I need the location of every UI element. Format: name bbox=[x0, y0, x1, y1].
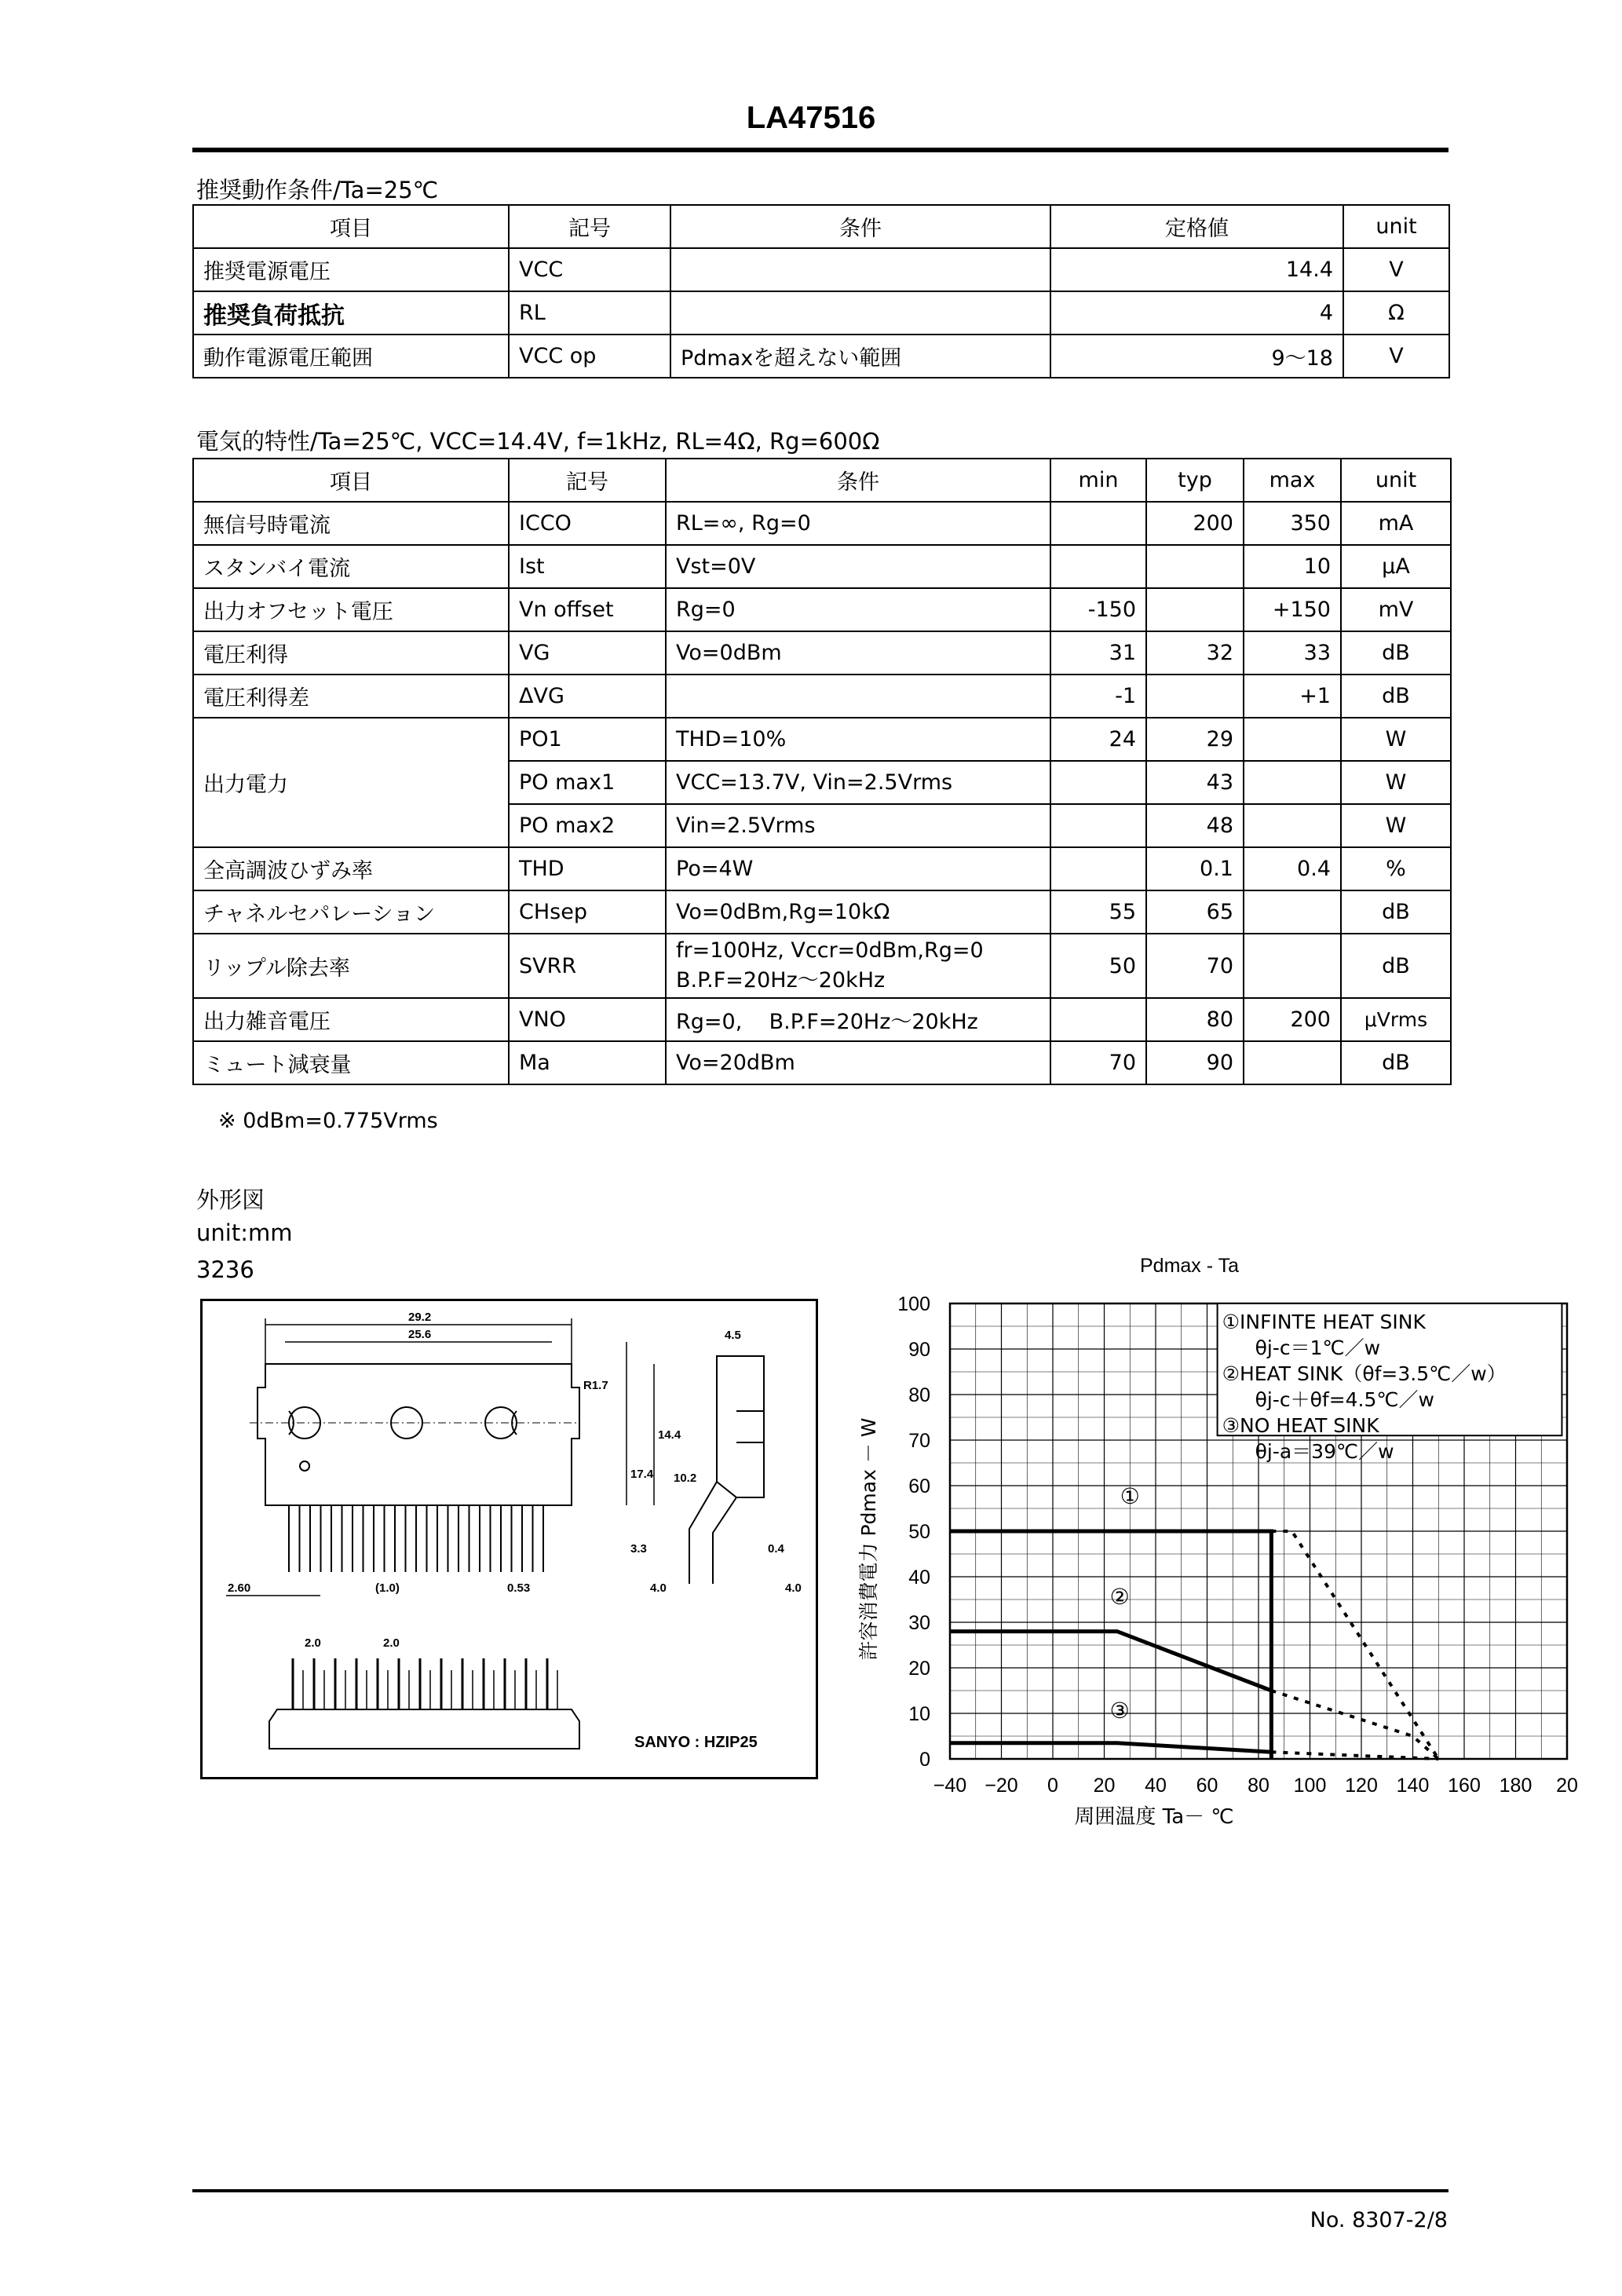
package-label: SANYO : HZIP25 bbox=[634, 1734, 758, 1751]
symbol-cell: Vn offset bbox=[509, 588, 666, 631]
cond-cell: THD=10% bbox=[666, 718, 1050, 761]
side-view bbox=[689, 1356, 764, 1584]
item-cell: ミュート減衰量 bbox=[193, 1041, 509, 1084]
symbol-cell: PO max1 bbox=[509, 761, 666, 804]
y-tick-label: 100 bbox=[897, 1293, 930, 1315]
dim-0-4: 0.4 bbox=[768, 1542, 784, 1556]
curve-marker: ② bbox=[1109, 1583, 1130, 1610]
header-cell: unit bbox=[1343, 205, 1449, 248]
x-tick-label: −40 bbox=[933, 1775, 967, 1797]
dim-2-0a: 2.0 bbox=[305, 1636, 321, 1650]
table-row bbox=[193, 675, 1451, 718]
electrical-heading: 電気的特性/Ta=25℃, VCC=14.4V, f=1kHz, RL=4Ω, Rg=600Ω bbox=[196, 428, 880, 455]
min-cell bbox=[1050, 804, 1146, 847]
typ-cell bbox=[1146, 588, 1244, 631]
item-cell: 電圧利得差 bbox=[193, 675, 509, 718]
recommended-table bbox=[192, 204, 1450, 378]
item-cell: 動作電源電圧範囲 bbox=[193, 335, 509, 378]
unit-cell: dB bbox=[1341, 1041, 1451, 1084]
y-tick-label: 20 bbox=[908, 1658, 930, 1680]
cond-cell bbox=[666, 934, 1050, 998]
x-tick-label: 20 bbox=[1093, 1775, 1116, 1797]
min-cell: -1 bbox=[1050, 675, 1146, 718]
item-cell: リップル除去率 bbox=[193, 934, 509, 998]
series-line bbox=[950, 1743, 1271, 1753]
dim-4-0b: 4.0 bbox=[785, 1581, 802, 1595]
unit-cell: W bbox=[1341, 761, 1451, 804]
header-cell: typ bbox=[1146, 459, 1244, 502]
y-tick-label: 40 bbox=[908, 1567, 930, 1589]
x-tick-label: 80 bbox=[1248, 1775, 1269, 1797]
legend-entry: θj-c＝1℃／w bbox=[1255, 1336, 1381, 1359]
unit-cell: mA bbox=[1341, 502, 1451, 545]
typ-cell: 48 bbox=[1146, 804, 1244, 847]
page-number: No. 8307-2/8 bbox=[1310, 2208, 1448, 2232]
cond-line-2: B.P.F=20Hz～20kHz bbox=[676, 968, 886, 993]
symbol-cell: ΔVG bbox=[509, 675, 666, 718]
unit-cell: μVrms bbox=[1341, 998, 1451, 1041]
dim-1-0: (1.0) bbox=[375, 1581, 400, 1595]
y-tick-label: 80 bbox=[908, 1384, 930, 1406]
cond-line-1: fr=100Hz, Vccr=0dBm,Rg=0 bbox=[676, 938, 984, 963]
item-cell: 推奨負荷抵抗 bbox=[193, 291, 509, 335]
item-cell: 無信号時電流 bbox=[193, 502, 509, 545]
table-header-row bbox=[193, 459, 1451, 502]
max-cell: 350 bbox=[1244, 502, 1341, 545]
series-line bbox=[1271, 1752, 1438, 1759]
item-cell: チャネルセパレーション bbox=[193, 890, 509, 934]
max-cell bbox=[1244, 934, 1341, 998]
cond-cell: RL=∞, Rg=0 bbox=[666, 502, 1050, 545]
cond-cell: VCC=13.7V, Vin=2.5Vrms bbox=[666, 761, 1050, 804]
cond-cell bbox=[666, 675, 1050, 718]
table-row bbox=[193, 631, 1451, 675]
typ-cell: 200 bbox=[1146, 502, 1244, 545]
unit-cell: mV bbox=[1341, 588, 1451, 631]
symbol-cell: PO max2 bbox=[509, 804, 666, 847]
symbol-cell: VNO bbox=[509, 998, 666, 1041]
item-cell: 電圧利得 bbox=[193, 631, 509, 675]
symbol-cell: THD bbox=[509, 847, 666, 890]
table-row bbox=[193, 934, 1451, 998]
typ-cell: 70 bbox=[1146, 934, 1244, 998]
y-tick-label: 10 bbox=[908, 1703, 930, 1725]
dim-17-4: 17.4 bbox=[630, 1468, 654, 1481]
table-row bbox=[193, 847, 1451, 890]
item-cell: 全高調波ひずみ率 bbox=[193, 847, 509, 890]
symbol-cell: RL bbox=[509, 291, 670, 335]
typ-cell: 80 bbox=[1146, 998, 1244, 1041]
symbol-cell: Ist bbox=[509, 545, 666, 588]
min-cell bbox=[1050, 761, 1146, 804]
value-cell: 9～18 bbox=[1050, 335, 1343, 378]
pdmax-ta-chart bbox=[824, 1249, 1586, 1845]
pins bbox=[289, 1505, 543, 1572]
unit-cell: dB bbox=[1341, 890, 1451, 934]
footnote: ※ 0dBm=0.775Vrms bbox=[218, 1109, 438, 1133]
item-cell: 出力雑音電圧 bbox=[193, 998, 509, 1041]
x-tick-label: 140 bbox=[1396, 1775, 1430, 1797]
dimension-lines bbox=[226, 1318, 654, 1596]
x-tick-label: 60 bbox=[1196, 1775, 1218, 1797]
typ-cell: 65 bbox=[1146, 890, 1244, 934]
min-cell bbox=[1050, 502, 1146, 545]
x-tick-label: −20 bbox=[985, 1775, 1018, 1797]
package-drawing bbox=[203, 1301, 816, 1777]
x-tick-label: 120 bbox=[1345, 1775, 1378, 1797]
min-cell: 24 bbox=[1050, 718, 1146, 761]
cond-cell: Rg=0, B.P.F=20Hz～20kHz bbox=[666, 998, 1050, 1041]
max-cell: 0.4 bbox=[1244, 847, 1341, 890]
max-cell bbox=[1244, 718, 1341, 761]
cond-cell: Vo=20dBm bbox=[666, 1041, 1050, 1084]
unit-cell: dB bbox=[1341, 631, 1451, 675]
legend-entry: ①INFINTE HEAT SINK bbox=[1222, 1311, 1426, 1333]
unit-cell: dB bbox=[1341, 675, 1451, 718]
package-heading: 外形図 bbox=[196, 1186, 265, 1213]
cond-cell bbox=[670, 248, 1050, 291]
max-cell: 10 bbox=[1244, 545, 1341, 588]
unit-cell: Ω bbox=[1343, 291, 1449, 335]
cond-cell bbox=[670, 291, 1050, 335]
footer-rule bbox=[192, 2189, 1448, 2192]
dim-r1-7: R1.7 bbox=[583, 1379, 608, 1392]
min-cell: 31 bbox=[1050, 631, 1146, 675]
y-tick-label: 90 bbox=[908, 1339, 930, 1361]
x-tick-label: 40 bbox=[1145, 1775, 1167, 1797]
y-tick-label: 60 bbox=[908, 1475, 930, 1497]
legend-entry: θj-c＋θf=4.5℃／w bbox=[1255, 1388, 1434, 1411]
series-line bbox=[950, 1632, 1271, 1691]
chart-legend bbox=[1218, 1303, 1562, 1463]
typ-cell: 32 bbox=[1146, 631, 1244, 675]
y-tick-label: 0 bbox=[919, 1749, 930, 1771]
unit-cell: μA bbox=[1341, 545, 1451, 588]
curve-marker: ③ bbox=[1109, 1697, 1130, 1724]
item-cell: スタンバイ電流 bbox=[193, 545, 509, 588]
min-cell: 55 bbox=[1050, 890, 1146, 934]
header-cell: unit bbox=[1341, 459, 1451, 502]
title-rule bbox=[192, 148, 1448, 152]
x-tick-label: 20 bbox=[1556, 1775, 1578, 1797]
min-cell: -150 bbox=[1050, 588, 1146, 631]
dim-2-60: 2.60 bbox=[228, 1581, 251, 1595]
item-cell: 出力電力 bbox=[193, 718, 509, 847]
dim-10-2: 10.2 bbox=[674, 1472, 697, 1485]
symbol-cell: ICCO bbox=[509, 502, 666, 545]
typ-cell bbox=[1146, 545, 1244, 588]
max-cell: 200 bbox=[1244, 998, 1341, 1041]
unit-cell: % bbox=[1341, 847, 1451, 890]
header-cell: max bbox=[1244, 459, 1341, 502]
min-cell bbox=[1050, 847, 1146, 890]
symbol-cell: PO1 bbox=[509, 718, 666, 761]
dim-2-0b: 2.0 bbox=[383, 1636, 400, 1650]
electrical-table bbox=[192, 458, 1452, 1085]
max-cell: 33 bbox=[1244, 631, 1341, 675]
dim-25-6: 25.6 bbox=[408, 1328, 432, 1341]
chart-ylabel: 許容消費電力 Pdmax － W bbox=[857, 1417, 880, 1661]
header-cell: min bbox=[1050, 459, 1146, 502]
unit-cell: W bbox=[1341, 718, 1451, 761]
min-cell bbox=[1050, 998, 1146, 1041]
table-row bbox=[193, 291, 1449, 335]
typ-cell: 0.1 bbox=[1146, 847, 1244, 890]
symbol-cell: VCC bbox=[509, 248, 670, 291]
table-row bbox=[193, 588, 1451, 631]
symbol-cell: VCC op bbox=[509, 335, 670, 378]
y-tick-label: 50 bbox=[908, 1521, 930, 1543]
table-row bbox=[193, 998, 1451, 1041]
cond-cell: Rg=0 bbox=[666, 588, 1050, 631]
header-cell: 項目 bbox=[193, 205, 509, 248]
value-cell: 4 bbox=[1050, 291, 1343, 335]
table-row bbox=[193, 890, 1451, 934]
unit-cell: dB bbox=[1341, 934, 1451, 998]
max-cell bbox=[1244, 761, 1341, 804]
symbol-cell: CHsep bbox=[509, 890, 666, 934]
table-row bbox=[193, 502, 1451, 545]
page-title: LA47516 bbox=[746, 101, 876, 135]
header-cell: 記号 bbox=[509, 205, 670, 248]
max-cell bbox=[1244, 890, 1341, 934]
x-tick-label: 100 bbox=[1293, 1775, 1327, 1797]
legend-entry: ③NO HEAT SINK bbox=[1222, 1414, 1379, 1437]
series-line bbox=[1271, 1691, 1438, 1759]
table-row bbox=[193, 545, 1451, 588]
dim-4-0a: 4.0 bbox=[650, 1581, 667, 1595]
dim-0-53: 0.53 bbox=[507, 1581, 531, 1595]
cond-cell: Vo=0dBm,Rg=10kΩ bbox=[666, 890, 1050, 934]
header-cell: 条件 bbox=[670, 205, 1050, 248]
dim-4-5: 4.5 bbox=[725, 1329, 741, 1342]
max-cell: +1 bbox=[1244, 675, 1341, 718]
table-row bbox=[193, 248, 1449, 291]
table-row bbox=[193, 718, 1451, 761]
x-tick-label: 0 bbox=[1047, 1775, 1058, 1797]
min-cell: 50 bbox=[1050, 934, 1146, 998]
typ-cell: 43 bbox=[1146, 761, 1244, 804]
bottom-pins bbox=[293, 1658, 557, 1709]
item-cell: 出力オフセット電圧 bbox=[193, 588, 509, 631]
header-cell: 項目 bbox=[193, 459, 509, 502]
unit-cell: W bbox=[1341, 804, 1451, 847]
item-cell: 推奨電源電圧 bbox=[193, 248, 509, 291]
dim-3-3: 3.3 bbox=[630, 1542, 647, 1556]
value-cell: 14.4 bbox=[1050, 248, 1343, 291]
cond-cell: Po=4W bbox=[666, 847, 1050, 890]
chart-series bbox=[950, 1483, 1438, 1759]
package-code: 3236 bbox=[196, 1256, 254, 1283]
symbol-cell: VG bbox=[509, 631, 666, 675]
unit-cell: V bbox=[1343, 335, 1449, 378]
legend-entry: θj-a＝39℃／w bbox=[1255, 1440, 1394, 1463]
package-outline bbox=[250, 1364, 579, 1505]
min-cell: 70 bbox=[1050, 1041, 1146, 1084]
x-tick-label: 160 bbox=[1448, 1775, 1481, 1797]
max-cell: +150 bbox=[1244, 588, 1341, 631]
y-tick-label: 70 bbox=[908, 1430, 930, 1452]
min-cell bbox=[1050, 545, 1146, 588]
dim-14-4: 14.4 bbox=[658, 1428, 681, 1442]
header-cell: 記号 bbox=[509, 459, 666, 502]
symbol-cell: Ma bbox=[509, 1041, 666, 1084]
table-row bbox=[193, 335, 1449, 378]
cond-cell: Pdmaxを超えない範囲 bbox=[670, 335, 1050, 378]
package-drawing-frame bbox=[200, 1299, 818, 1779]
dim-29-2: 29.2 bbox=[408, 1311, 432, 1324]
max-cell bbox=[1244, 1041, 1341, 1084]
header-cell: 定格値 bbox=[1050, 205, 1343, 248]
cond-cell: Vst=0V bbox=[666, 545, 1050, 588]
unit-cell: V bbox=[1343, 248, 1449, 291]
bottom-view bbox=[269, 1709, 579, 1749]
typ-cell: 90 bbox=[1146, 1041, 1244, 1084]
typ-cell: 29 bbox=[1146, 718, 1244, 761]
header-cell: 条件 bbox=[666, 459, 1050, 502]
typ-cell bbox=[1146, 675, 1244, 718]
chart-title: Pdmax - Ta bbox=[1140, 1255, 1239, 1277]
table-row bbox=[193, 1041, 1451, 1084]
package-unit: unit:mm bbox=[196, 1219, 293, 1246]
y-tick-label: 30 bbox=[908, 1612, 930, 1634]
cond-cell: Vo=0dBm bbox=[666, 631, 1050, 675]
cond-cell: Vin=2.5Vrms bbox=[666, 804, 1050, 847]
max-cell bbox=[1244, 804, 1341, 847]
chart-xlabel: 周囲温度 Ta－ ℃ bbox=[1074, 1805, 1234, 1829]
symbol-cell: SVRR bbox=[509, 934, 666, 998]
table-header-row bbox=[193, 205, 1449, 248]
recommended-heading: 推奨動作条件/Ta=25℃ bbox=[196, 177, 439, 203]
curve-marker: ① bbox=[1120, 1483, 1140, 1510]
x-tick-label: 180 bbox=[1499, 1775, 1532, 1797]
legend-entry: ②HEAT SINK（θf=3.5℃／w） bbox=[1222, 1362, 1507, 1385]
